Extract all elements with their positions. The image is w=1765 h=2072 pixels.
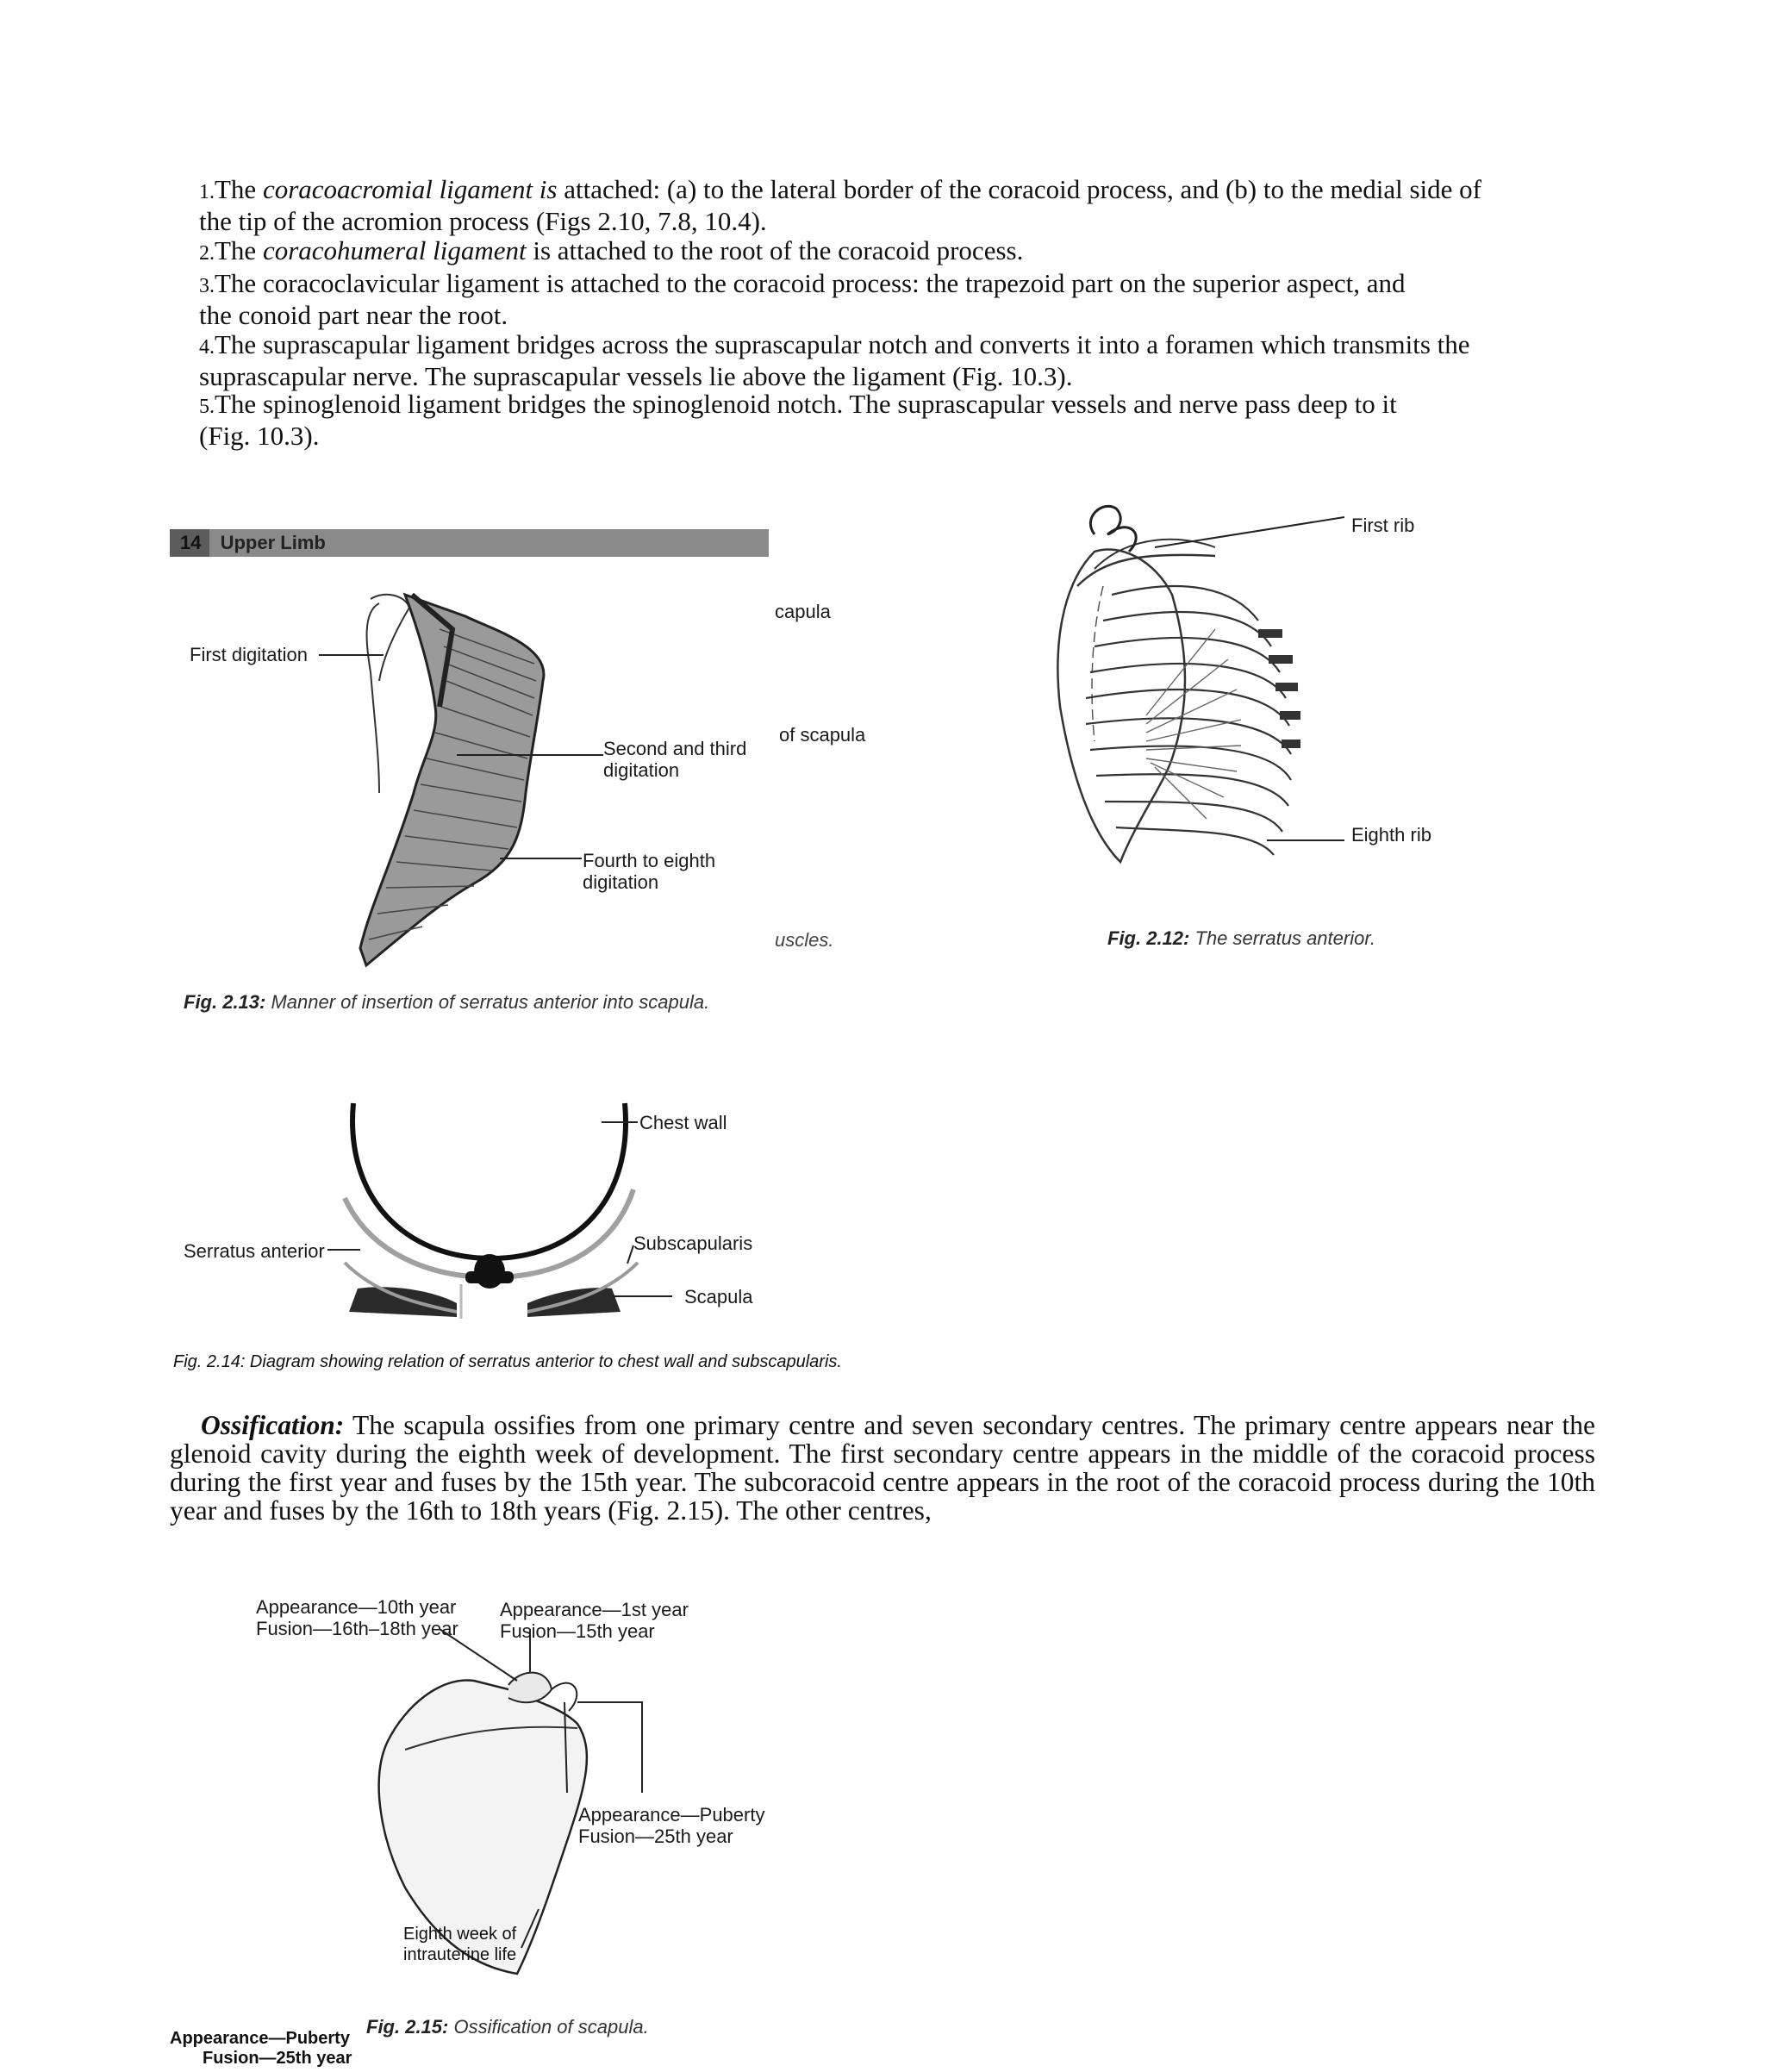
cut-text-muscles: uscles.: [775, 929, 834, 951]
label-chest-wall: Chest wall: [639, 1112, 727, 1133]
cut-text-scapula: capula: [775, 601, 831, 622]
ossification-heading: Ossification:: [201, 1410, 345, 1440]
fig213-leader-lines: [319, 603, 603, 914]
ligament-item-4: 4.The suprascapular ligament bridges across the suprascapular notch and converts it into a foramen which transmits the suprascapular nerve. The suprascapular vessels lie above the ligament (Fig. 10.3).: [199, 329, 1470, 391]
header-title: Upper Limb: [220, 532, 326, 553]
page-header-bar: [170, 529, 769, 557]
cut-text-of-scapula: of scapula: [779, 724, 866, 746]
serratus-anterior-illustration: [1043, 500, 1388, 914]
ligament-item-1: 1.The coracoacromial ligament is attached: (a) to the lateral border of the coracoid process, and (b) to the medial side of the tip of the acromion process (Figs 2.10, 7.8, 10.4).: [199, 174, 1481, 236]
label-eighth-rib: Eighth rib: [1351, 824, 1431, 846]
label-serratus-anterior: Serratus anterior: [184, 1240, 325, 1262]
label-acromion-centre: Appearance—Puberty Fusion—25th year: [578, 1804, 765, 1847]
label-scapula: Scapula: [684, 1286, 753, 1307]
bottom-label-puberty: Appearance—Puberty Fusion—25th year: [170, 2029, 352, 2068]
ligament-item-5: 5.The spinoglenoid ligament bridges the spinoglenoid notch. The suprascapular vessels and nerve pass deep to it (Fig. 10.3).: [199, 389, 1397, 451]
label-first-rib: First rib: [1351, 515, 1415, 536]
fig212-caption: Fig. 2.12: The serratus anterior.: [1107, 927, 1375, 949]
fig213-caption: Fig. 2.13: Manner of insertion of serratus anterior into scapula.: [184, 991, 710, 1013]
fig214-leader-lines: [327, 1112, 689, 1310]
label-second-third-digitation: Second and third digitation: [603, 738, 747, 781]
ligament-item-3: 3.The coracoclavicular ligament is attached to the coracoid process: the trapezoid part on the superior aspect, and the conoid part near the root.: [199, 268, 1406, 330]
label-subscapularis: Subscapularis: [633, 1233, 753, 1254]
ossification-paragraph: Ossification: The scapula ossifies from one primary centre and seven secondary centres. The primary centre appears near the glenoid cavity during the eighth week of development. The first secondary centre appears in the middle of the coracoid process during the first year and fuses by the 15th year. The subcoracoid centre appears in the root of the coracoid process during the 10th year and fuses by the 16th to 18th years (Fig. 2.15). The other centres,: [170, 1410, 1595, 1526]
fig214-caption: Fig. 2.14: Diagram showing relation of serratus anterior to chest wall and subscapularis.: [173, 1352, 842, 1371]
label-first-digitation: First digitation: [190, 644, 308, 665]
label-fourth-eighth-digitation: Fourth to eighth digitation: [583, 850, 716, 893]
label-primary-centre: Eighth week of intrauterine life: [403, 1925, 517, 1964]
fig215-caption: Fig. 2.15: Ossification of scapula.: [366, 2016, 649, 2038]
header-page-number: 14: [170, 529, 209, 557]
label-coracoid-centre: Appearance—1st year Fusion—15th year: [500, 1599, 689, 1642]
ligament-item-2: 2.The coracohumeral ligament is attached to the root of the coracoid process.: [199, 235, 1024, 265]
label-subcoracoid-centre: Appearance—10th year Fusion—16th–18th year: [256, 1596, 458, 1639]
